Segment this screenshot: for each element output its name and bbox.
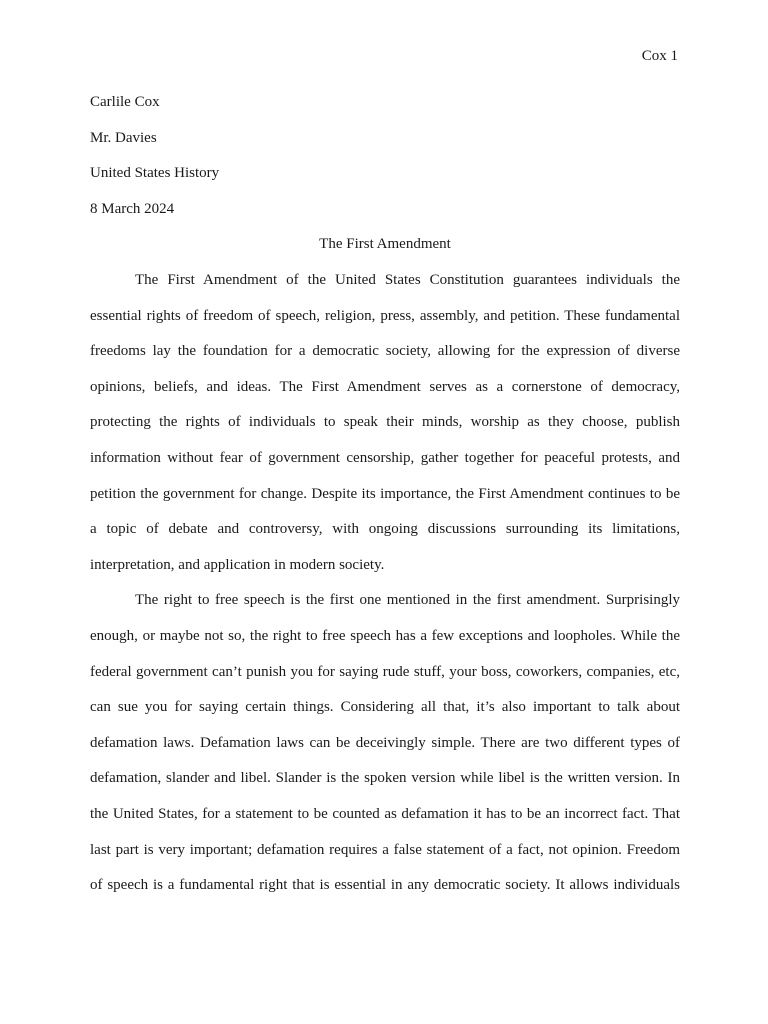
body-line: opinions, beliefs, and ideas. The First Amendment serves as a cornerstone of democracy, [90,378,680,395]
date-line: 8 March 2024 [90,200,175,217]
body-line: defamation, slander and libel. Slander is the spoken version while libel is the written version. In [90,770,680,787]
essay-title: The First Amendment [319,236,451,252]
body-line: of speech is a fundamental right that is essential in any democratic society. It allows individuals [90,877,680,894]
body-line: petition the government for change. Despite its importance, the First Amendment continues to be [90,485,680,502]
teacher-name: Mr. Davies [90,129,157,146]
body-line: last part is very important; defamation requires a false statement of a fact, not opinion. Freedom [90,841,680,858]
body-line: The right to free speech is the first one mentioned in the first amendment. Surprisingly [135,592,680,609]
essay-body [90,270,680,911]
body-line: defamation laws. Defamation laws can be deceivingly simple. There are two different types of [90,734,680,751]
body-line: can sue you for saying certain things. Considering all that, it’s also important to talk about [90,699,680,716]
body-line: enough, or maybe not so, the right to free speech has a few exceptions and loopholes. While the [90,627,680,644]
body-line: The First Amendment of the United States Constitution guarantees individuals the [135,272,680,288]
body-line: interpretation, and application in modern society. [90,556,385,573]
running-head: Cox 1 [641,48,678,64]
body-line: a topic of debate and controversy, with ongoing discussions surrounding its limitations, [90,521,680,538]
body-line: freedoms lay the foundation for a democratic society, allowing for the expression of diverse [90,343,680,360]
body-line: the United States, for a statement to be counted as defamation it has to be an incorrect fact. That [90,805,680,822]
body-line: federal government can’t punish you for saying rude stuff, your boss, coworkers, companies, etc, [90,663,680,680]
body-line: essential rights of freedom of speech, religion, press, assembly, and petition. These fundamental [90,307,680,324]
body-line: information without fear of government censorship, gather together for peaceful protests, and [90,449,680,466]
student-name: Carlile Cox [90,94,160,110]
course-name: United States History [90,165,220,181]
body-line: protecting the rights of individuals to speak their minds, worship as they choose, publish [90,414,680,431]
mla-heading [90,92,680,234]
